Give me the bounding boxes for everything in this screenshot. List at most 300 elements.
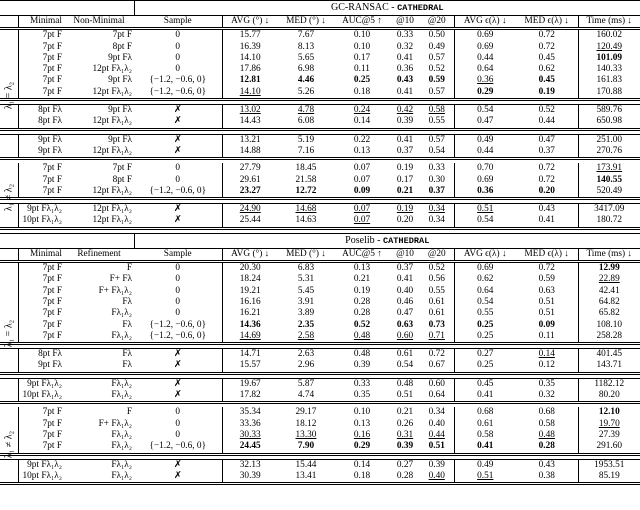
table-cell: 0.49 xyxy=(420,42,454,53)
table-cell: 0.63 xyxy=(396,319,414,330)
table-cell: 0.40 xyxy=(420,419,454,430)
column-header: @20 xyxy=(420,16,454,29)
table-cell: 19.21 xyxy=(222,286,278,297)
table-cell: 0.72 xyxy=(516,29,578,42)
table-row xyxy=(0,29,640,42)
table-cell: Fλ xyxy=(64,360,134,373)
column-header: @10 xyxy=(390,16,420,29)
table-cell: 16.16 xyxy=(222,297,278,308)
table-cell: 0.30 xyxy=(420,175,454,186)
table-row xyxy=(0,163,640,174)
table-cell: F xyxy=(126,407,132,418)
table-cell: 0.20 xyxy=(516,186,578,199)
table-cell: F+ Fλ xyxy=(109,274,132,285)
table-cell: 5.45 xyxy=(297,285,315,296)
table-cell: 0.61 xyxy=(396,349,414,360)
table-row xyxy=(0,134,640,146)
table-cell: 520.49 xyxy=(578,186,640,199)
table-cell: 0.09 xyxy=(516,320,578,331)
table-row xyxy=(0,390,640,403)
column-header: AVG (°) ↓ xyxy=(222,248,278,261)
table-cell: 19.70 xyxy=(598,418,620,429)
table-row xyxy=(0,286,640,297)
table-cell: 0 xyxy=(134,53,222,64)
table-cell: ✗ xyxy=(134,146,222,159)
table-cell: 16.39 xyxy=(222,42,278,53)
table-cell: 0.58 xyxy=(420,105,454,117)
table-cell: 7pt F xyxy=(42,418,62,429)
table-cell: 0.54 xyxy=(454,215,516,228)
table-cell: 12.81 xyxy=(222,75,278,86)
table-cell: Fλ xyxy=(122,349,132,360)
table-cell: 22.89 xyxy=(598,274,620,285)
table-cell: 24.90 xyxy=(222,204,278,216)
table-cell: 0.56 xyxy=(420,274,454,285)
table-cell: 10pt Fλ₁λ₂ xyxy=(18,215,64,228)
table-cell: 0.35 xyxy=(334,390,390,403)
table-cell: Fλ xyxy=(122,319,132,330)
table-cell: 0.11 xyxy=(516,331,578,344)
table-cell: 7pt F xyxy=(42,75,62,86)
table-row xyxy=(0,116,640,129)
table-cell: 4.78 xyxy=(297,105,315,116)
table-cell: 0.48 xyxy=(516,430,578,441)
column-header: Time (ms) ↓ xyxy=(578,248,640,261)
table-cell: 21.58 xyxy=(295,174,317,185)
table-cell: 0.14 xyxy=(516,349,578,361)
table-cell: 14.88 xyxy=(222,146,278,159)
table-cell: 0.72 xyxy=(516,42,578,53)
table-cell: 9pt Fλ xyxy=(18,146,64,159)
table-cell: 0.46 xyxy=(396,296,414,307)
table-cell: 0 xyxy=(134,407,222,418)
table-cell: 0.13 xyxy=(334,146,390,159)
table-cell: 9pt Fλ xyxy=(108,75,132,86)
column-header: @10 xyxy=(390,248,420,261)
table-cell: 6.83 xyxy=(297,263,315,274)
table-cell: 0.33 xyxy=(353,378,371,389)
table-cell: 8.13 xyxy=(297,41,315,52)
table-cell: 0 xyxy=(134,175,222,186)
table-cell: 0.72 xyxy=(420,349,454,361)
table-cell: 0 xyxy=(134,29,222,42)
section-title-row xyxy=(0,1,640,16)
table-cell: 18.24 xyxy=(222,274,278,285)
table-cell: 0.24 xyxy=(353,105,371,116)
table-cell: 0.27 xyxy=(477,349,494,360)
table-cell: 6.98 xyxy=(297,64,315,75)
table-cell: 0.64 xyxy=(420,390,454,403)
column-header: MED ϵ(λ) ↓ xyxy=(516,16,578,29)
table-cell: 3.91 xyxy=(297,296,315,307)
table-cell: 0.44 xyxy=(516,116,578,129)
table-cell: {−1.2, −0.6, 0} xyxy=(134,186,222,199)
table-cell: 0.69 xyxy=(477,41,494,52)
table-cell: 0 xyxy=(134,42,222,53)
table-cell: 7pt F xyxy=(42,52,62,63)
table-cell: 0.68 xyxy=(516,407,578,418)
table-cell: 35.34 xyxy=(222,407,278,418)
table-cell: 0.33 xyxy=(396,30,414,41)
table-cell: 0.22 xyxy=(353,134,371,145)
table-cell: 0.49 xyxy=(477,134,494,145)
table-cell: 0.19 xyxy=(396,204,414,215)
table-cell: 0.48 xyxy=(396,378,414,389)
table-cell: ✗ xyxy=(134,134,222,146)
table-cell: 5.26 xyxy=(278,87,334,100)
table-cell: 13.21 xyxy=(222,134,278,146)
table-cell: 27.39 xyxy=(598,429,620,440)
table-cell: ✗ xyxy=(134,204,222,216)
table-row xyxy=(0,349,640,361)
table-cell: 0.25 xyxy=(454,331,516,344)
table-cell: 0.41 xyxy=(454,390,516,403)
table-cell: 0.67 xyxy=(420,360,454,373)
table-cell: 0.73 xyxy=(420,320,454,331)
column-header: MED (°) ↓ xyxy=(278,248,334,261)
table-cell: 0.60 xyxy=(390,331,420,344)
table-cell: 13.41 xyxy=(278,471,334,484)
table-cell: 17.82 xyxy=(222,390,278,403)
table-cell: 0.42 xyxy=(396,105,414,116)
table-row xyxy=(0,331,640,344)
table-cell: 7pt F xyxy=(18,441,64,454)
table-row xyxy=(0,215,640,228)
condition-label: λ₁ = λ₂ xyxy=(3,81,15,110)
table-cell: 0.48 xyxy=(334,331,390,344)
table-cell: 0.41 xyxy=(454,441,516,454)
table-cell: 14.63 xyxy=(278,215,334,228)
table-cell: 0.18 xyxy=(334,87,390,100)
table-cell: 0.33 xyxy=(420,163,454,174)
table-cell: 0.61 xyxy=(420,297,454,308)
table-cell: 0.16 xyxy=(353,429,371,440)
condition-label: λ₁ ≠ λ₂ xyxy=(3,431,15,459)
table-cell: 9pt Fλ₁λ₂ xyxy=(27,378,62,389)
column-header: Refinement xyxy=(64,248,134,261)
table-cell: 12pt Fλ₁λ₂ xyxy=(64,87,134,100)
table-cell: 7.16 xyxy=(278,146,334,159)
table-cell: 0.38 xyxy=(516,471,578,484)
table-cell: 650.98 xyxy=(578,116,640,129)
table-cell: 0 xyxy=(134,286,222,297)
header-row xyxy=(0,16,640,29)
table-cell: 7pt F xyxy=(112,30,132,41)
dataset-name: CATHEDRAL xyxy=(382,235,430,246)
condition-label: λ₁ = λ₂ xyxy=(3,320,15,348)
dataset-name: CATHEDRAL xyxy=(397,3,444,13)
table-cell: 0.70 xyxy=(477,163,494,174)
table-cell: {−1.2, −0.6, 0} xyxy=(134,320,222,331)
column-header: Minimal xyxy=(18,16,64,29)
table-cell: 0.72 xyxy=(516,163,578,174)
table-cell: 0.37 xyxy=(420,186,454,199)
column-header: Minimal xyxy=(18,248,64,261)
table-cell: 15.57 xyxy=(222,360,278,373)
table-cell: 0.62 xyxy=(516,64,578,75)
table-cell: 9pt Fλ xyxy=(108,52,132,63)
table-cell: 0.61 xyxy=(477,418,494,429)
table-cell: 0 xyxy=(134,419,222,430)
table-cell: 0.72 xyxy=(516,175,578,186)
table-cell: 2.58 xyxy=(278,331,334,344)
table-cell: 0.10 xyxy=(353,41,371,52)
table-cell: 7pt F xyxy=(42,274,62,285)
table-cell: Fλ₁λ₂ xyxy=(111,308,132,319)
table-cell: 0.10 xyxy=(353,407,371,418)
table-cell: 0.39 xyxy=(390,116,420,129)
table-cell: 0.47 xyxy=(396,308,414,319)
table-cell: 0.19 xyxy=(396,163,414,174)
table-cell: 0.13 xyxy=(353,263,371,274)
table-cell: 0.28 xyxy=(390,471,420,484)
table-cell: 7pt F xyxy=(42,407,62,418)
table-cell: 0.19 xyxy=(516,87,578,100)
table-row xyxy=(0,64,640,75)
table-cell: 4.74 xyxy=(278,390,334,403)
table-cell: 120.49 xyxy=(596,41,623,52)
table-cell: 12pt Fλ₁λ₂ xyxy=(92,64,132,75)
table-cell: 291.60 xyxy=(578,441,640,454)
table-cell: 3.89 xyxy=(297,308,315,319)
table-cell: 7.67 xyxy=(297,30,315,41)
table-cell: 0.44 xyxy=(477,52,494,63)
table-cell: {−1.2, −0.6, 0} xyxy=(134,75,222,86)
table-cell: 0.41 xyxy=(516,215,578,228)
table-cell: 0.52 xyxy=(420,64,454,75)
column-header: AVG ϵ(λ) ↓ xyxy=(454,248,516,261)
table-cell: 0 xyxy=(134,274,222,285)
table-cell: F xyxy=(126,263,132,274)
table-cell: 0.39 xyxy=(420,459,454,471)
table-cell: ✗ xyxy=(134,116,222,129)
table-cell: 2.35 xyxy=(297,319,315,330)
table-cell: 12.99 xyxy=(598,263,620,274)
table-cell: 0.09 xyxy=(334,186,390,199)
table-cell: 0.55 xyxy=(420,116,454,129)
table-cell: 0.26 xyxy=(396,418,414,429)
table-cell: ✗ xyxy=(134,390,222,403)
table-cell: 0.21 xyxy=(353,274,371,285)
table-cell: 7.90 xyxy=(278,441,334,454)
table-cell: 25.44 xyxy=(222,215,278,228)
table-cell: 33.36 xyxy=(222,419,278,430)
table-cell: 0.41 xyxy=(390,87,420,100)
table-row xyxy=(0,459,640,471)
table-cell: 0.36 xyxy=(396,64,414,75)
table-cell: 0.14 xyxy=(334,116,390,129)
column-header: AUC@5 ↑ xyxy=(334,248,390,261)
table-cell: 0 xyxy=(134,430,222,441)
table-cell: 0.41 xyxy=(396,274,414,285)
table-cell: 29.17 xyxy=(295,407,317,418)
table-cell: 0.48 xyxy=(353,349,371,360)
column-header: AVG (°) ↓ xyxy=(222,16,278,29)
table-cell: 5.31 xyxy=(297,274,315,285)
table-cell: 3417.09 xyxy=(594,204,625,215)
table-cell: 0.43 xyxy=(396,75,414,86)
table-cell: ✗ xyxy=(134,105,222,117)
table-cell: 14.69 xyxy=(222,331,278,344)
table-cell: 4.46 xyxy=(297,75,315,86)
table-cell: 0.29 xyxy=(454,87,516,100)
table-row xyxy=(0,186,640,199)
table-cell: 80.20 xyxy=(578,390,640,403)
table-cell: 0.28 xyxy=(353,296,371,307)
table-cell: 14.43 xyxy=(222,116,278,129)
table-cell: 5.65 xyxy=(297,52,315,63)
table-cell: Fλ₁λ₂ xyxy=(111,429,132,440)
table-cell: 14.71 xyxy=(222,349,278,361)
table-cell: 180.72 xyxy=(578,215,640,228)
table-cell: 9pt Fλ xyxy=(38,134,62,145)
condition-label: λ₁ ≠ λ₂ xyxy=(3,184,15,212)
column-header: Sample xyxy=(134,248,222,261)
table-cell: 0.51 xyxy=(477,204,494,215)
table-cell: 0.69 xyxy=(477,30,494,41)
table-row xyxy=(0,262,640,275)
table-cell: 15.77 xyxy=(222,29,278,42)
table-cell: 0.64 xyxy=(477,285,494,296)
table-cell: 7pt F xyxy=(42,296,62,307)
table-cell: 7pt F xyxy=(42,285,62,296)
table-cell: 7pt F xyxy=(42,163,62,174)
table-cell: 0.45 xyxy=(477,378,494,389)
table-cell: 0.07 xyxy=(334,215,390,228)
table-cell: 0.68 xyxy=(477,407,494,418)
table-cell: 0.17 xyxy=(396,174,414,185)
table-cell: 0.27 xyxy=(396,459,414,470)
table-cell: F+ Fλ₁λ₂ xyxy=(98,418,132,429)
table-cell: 9pt Fλ xyxy=(108,105,132,116)
table-cell: 0.34 xyxy=(420,204,454,216)
table-cell: ✗ xyxy=(134,378,222,390)
table-cell: 0.54 xyxy=(477,296,494,307)
table-cell: 0 xyxy=(134,297,222,308)
table-cell: 0.10 xyxy=(353,30,371,41)
table-cell: 101.09 xyxy=(596,52,623,63)
table-cell: 8pt Fλ xyxy=(18,116,64,129)
table-cell: 12pt Fλ₁λ₂ xyxy=(92,204,132,215)
table-cell: 0.54 xyxy=(390,360,420,373)
table-row xyxy=(0,308,640,319)
table-cell: 8pt Fλ xyxy=(38,349,62,360)
table-cell: 0.69 xyxy=(477,174,494,185)
table-cell: 0.39 xyxy=(390,441,420,454)
table-cell: 0.57 xyxy=(420,53,454,64)
table-cell: 7pt F xyxy=(42,64,62,75)
table-cell: 401.45 xyxy=(596,349,623,360)
table-row xyxy=(0,87,640,100)
table-row xyxy=(0,146,640,159)
table-cell: 12.72 xyxy=(278,186,334,199)
table-cell: 270.76 xyxy=(578,146,640,159)
table-cell: 7pt F xyxy=(42,263,62,274)
table-cell: 9pt Fλ xyxy=(18,360,64,373)
table-cell: 0.37 xyxy=(390,146,420,159)
table-cell: 0.62 xyxy=(477,274,494,285)
table-cell: 0.55 xyxy=(477,308,494,319)
table-cell: 12.10 xyxy=(598,407,620,418)
table-cell: 20.30 xyxy=(222,262,278,275)
section-title xyxy=(134,233,640,248)
table-cell: 13.30 xyxy=(295,429,317,440)
table-cell: 0.51 xyxy=(420,441,454,454)
table-cell: 0.18 xyxy=(334,471,390,484)
table-cell: 140.55 xyxy=(596,174,623,185)
table-cell: 0.51 xyxy=(454,471,516,484)
table-cell: 16.21 xyxy=(222,308,278,319)
table-cell: 0.41 xyxy=(396,52,414,63)
table-cell: 0.34 xyxy=(420,407,454,418)
table-cell: 0.69 xyxy=(477,263,494,274)
table-cell: 7pt F xyxy=(42,30,62,41)
section-title-row xyxy=(0,233,640,248)
table-cell: 0.45 xyxy=(516,75,578,86)
table-row xyxy=(0,105,640,117)
column-header: Time (ms) ↓ xyxy=(578,16,640,29)
table-row xyxy=(0,407,640,418)
table-cell: 7pt F xyxy=(42,174,62,185)
table-cell: 0.35 xyxy=(516,378,578,390)
table-cell: 14.68 xyxy=(295,204,317,215)
table-cell: 85.19 xyxy=(578,471,640,484)
table-row xyxy=(0,320,640,331)
table-cell: 1182.12 xyxy=(594,378,625,389)
table-cell: 7pt F xyxy=(18,331,64,344)
table-cell: 251.00 xyxy=(596,134,623,145)
table-cell: 0.60 xyxy=(420,378,454,390)
table-cell: 0.25 xyxy=(454,360,516,373)
table-cell: 0.52 xyxy=(516,105,578,117)
table-cell: 0.36 xyxy=(477,75,494,86)
table-cell: 12pt Fλ₁λ₂ xyxy=(64,215,134,228)
table-cell: 2.96 xyxy=(278,360,334,373)
table-cell: 2.63 xyxy=(297,349,315,360)
table-cell: {−1.2, −0.6, 0} xyxy=(134,87,222,100)
table-cell: 14.10 xyxy=(222,87,278,100)
table-cell: 9pt Fλ xyxy=(108,134,132,145)
column-header: Sample xyxy=(134,16,222,29)
table-cell: 0.59 xyxy=(516,274,578,285)
table-cell: 0.07 xyxy=(353,174,371,185)
table-cell: 13.02 xyxy=(222,105,278,117)
table-cell: 0.59 xyxy=(420,75,454,86)
table-cell: 1953.51 xyxy=(594,459,625,470)
table-cell: 0.57 xyxy=(420,87,454,100)
table-cell: 8pt Fλ xyxy=(38,105,62,116)
table-row xyxy=(0,441,640,454)
table-cell: Fλ₁λ₂ xyxy=(111,378,132,389)
header-row xyxy=(0,248,640,261)
table-cell: 10pt Fλ₁λ₂ xyxy=(18,471,64,484)
column-header: @20 xyxy=(420,248,454,261)
table-cell: 42.41 xyxy=(598,285,620,296)
table-row xyxy=(0,378,640,390)
table-cell: ✗ xyxy=(134,471,222,484)
table-cell: 0.58 xyxy=(477,429,494,440)
table-cell: 0.21 xyxy=(390,186,420,199)
table-cell: 0.44 xyxy=(454,146,516,159)
table-cell: 0.71 xyxy=(420,331,454,344)
table-cell: 64.82 xyxy=(598,296,620,307)
table-cell: 0 xyxy=(134,163,222,174)
table-row xyxy=(0,175,640,186)
table-cell: 0 xyxy=(134,308,222,319)
table-cell: 0.61 xyxy=(420,308,454,319)
table-cell: 108.10 xyxy=(596,319,623,330)
table-cell: 0.12 xyxy=(516,360,578,373)
